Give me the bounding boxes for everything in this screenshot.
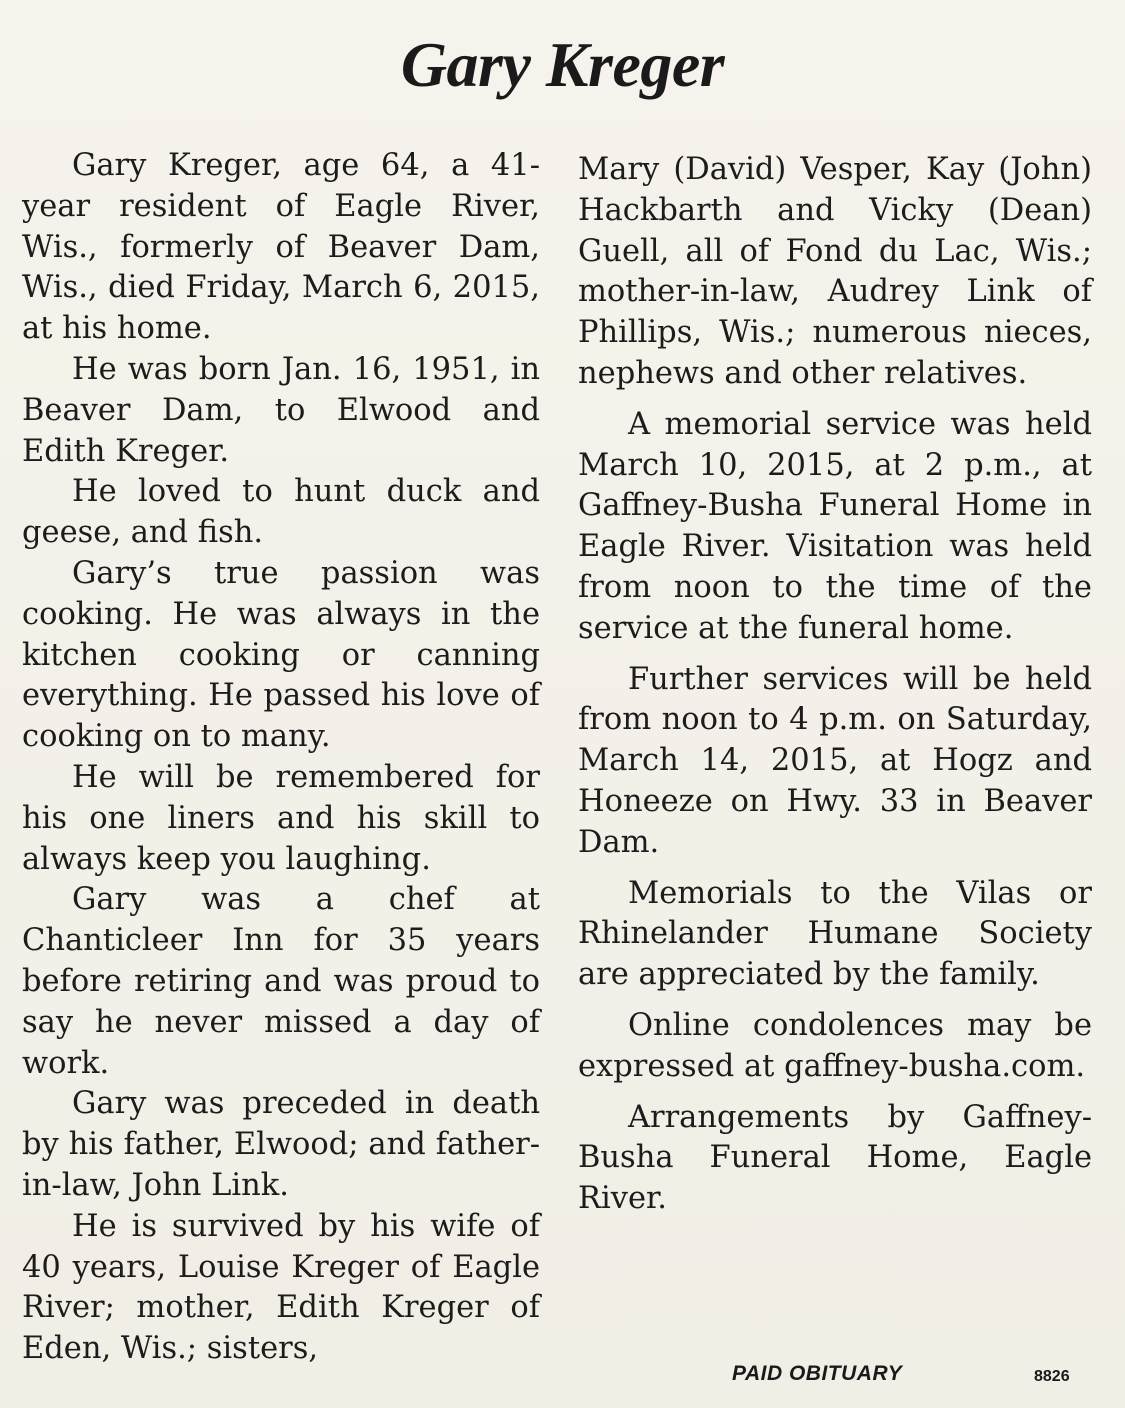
left-column: [22, 146, 540, 1370]
paragraph: Arrangements by Gaffney-Busha Funeral Home, Eagle River.: [578, 1099, 1092, 1217]
paragraph: A memorial service was held March 10, 2015, at 2 p.m., at Gaffney-Busha Funeral Home in Eagle River. Visitation was held from noon to the time of the service at the funeral home.: [578, 406, 1092, 646]
obituary-title: Gary Kreger: [400, 29, 725, 100]
paragraph: Gary was a chef at Chanticleer Inn for 35 years before retiring and was proud to say he never missed a day of work.: [22, 882, 540, 1081]
paragraph: He was born Jan. 16, 1951, in Beaver Dam, to Elwood and Edith Kreger.: [22, 351, 540, 469]
paragraph: Memorials to the Vilas or Rhinelander Humane Society are appreciated by the family.: [578, 875, 1092, 993]
paragraph: Gary was preceded in death by his father, Elwood; and father-in-law, John Link.: [22, 1086, 540, 1203]
paragraph: Further services will be held from noon to 4 p.m. on Saturday, March 14, 2015, at Hogz and Honeeze on Hwy. 33 in Beaver Dam.: [578, 661, 1092, 860]
right-column: [578, 150, 1092, 1220]
ad-code: 8826: [1034, 1368, 1070, 1385]
paragraph: He is survived by his wife of 40 years, Louise Kreger of Eagle River; mother, Edith Kreger of Eden, Wis.; sisters,: [22, 1208, 540, 1367]
paragraph: Mary (David) Vesper, Kay (John) Hackbarth and Vicky (Dean) Guell, all of Fond du Lac, Wis.; mother-in-law, Audrey Link of Phillips, Wis.; numerous nieces, nephews and other relatives.: [578, 152, 1092, 391]
paragraph: Gary’s true passion was cooking. He was always in the kitchen cooking or canning everything. He passed his love of cooking on to many.: [22, 555, 540, 755]
paragraph: Online condolences may be expressed at gaffney-busha.com.: [578, 1007, 1092, 1084]
paragraph: Gary Kreger, age 64, a 41-year resident of Eagle River, Wis., formerly of Beaver Dam, Wis., died Friday, March 6, 2015, at his home.: [22, 148, 540, 347]
paragraph: He loved to hunt duck and geese, and fish.: [22, 474, 540, 551]
paid-obituary-label: PAID OBITUARY: [732, 1362, 903, 1385]
paragraph: He will be remembered for his one liners and his skill to always keep you laughing.: [22, 759, 540, 877]
